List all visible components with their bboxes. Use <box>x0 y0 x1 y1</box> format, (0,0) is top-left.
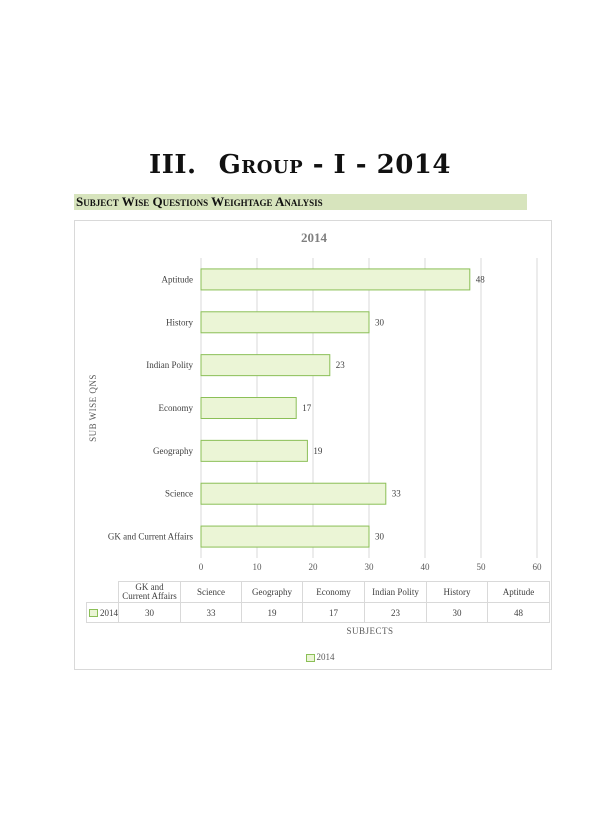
y-axis-title: SUB WISE QNS <box>88 374 98 442</box>
bar <box>201 440 307 461</box>
data-table-value: 30 <box>427 603 488 623</box>
data-table-category-header: Economy <box>303 582 365 603</box>
x-tick-label: 30 <box>364 562 374 572</box>
data-table-value: 30 <box>119 603 181 623</box>
category-label: Science <box>165 488 193 499</box>
data-table-header-row <box>87 582 550 603</box>
legend-swatch-icon <box>306 654 315 662</box>
data-label: 33 <box>391 488 401 499</box>
data-table-category-header: History <box>427 582 488 603</box>
category-label: Aptitude <box>161 274 193 285</box>
chart-title: 2014 <box>301 230 327 245</box>
data-table <box>86 581 550 623</box>
data-label: 17 <box>302 403 312 413</box>
heading-number: III. <box>149 150 197 180</box>
data-table-series-row <box>87 603 550 623</box>
bar <box>201 483 386 504</box>
bar <box>201 355 330 376</box>
data-table-series-name: 2014 <box>100 607 118 618</box>
subheading-text: Subject Wise Questions Weightage Analysis <box>76 194 323 209</box>
x-tick-label: 0 <box>198 562 204 572</box>
legend-label: 2014 <box>316 652 335 662</box>
bar <box>201 269 470 290</box>
data-label: 30 <box>375 317 384 328</box>
series-swatch-icon <box>89 609 98 617</box>
legend <box>0 652 600 662</box>
x-tick-label: 50 <box>476 562 486 572</box>
data-table-series-label <box>87 603 119 623</box>
x-axis-title: SUBJECTS <box>346 626 394 636</box>
bar <box>201 312 369 333</box>
data-label: 19 <box>313 445 323 456</box>
data-table-corner <box>87 582 119 603</box>
bars <box>201 269 470 547</box>
category-label: History <box>166 317 193 328</box>
data-table-category-header: Science <box>181 582 242 603</box>
x-tick-label: 20 <box>308 562 318 572</box>
x-tick-label: 60 <box>532 562 542 572</box>
data-table-category-header: Indian Polity <box>365 582 427 603</box>
x-tick-label: 10 <box>252 562 262 572</box>
bar <box>201 526 369 547</box>
data-table-value: 17 <box>303 603 365 623</box>
category-label: Economy <box>158 403 193 413</box>
category-label: Geography <box>153 445 193 456</box>
data-table-value: 19 <box>242 603 303 623</box>
heading-text: Group - I - 2014 <box>218 150 451 180</box>
data-table-category-header: Geography <box>242 582 303 603</box>
data-label: 48 <box>475 274 485 285</box>
data-table-category-header: Aptitude <box>488 582 550 603</box>
bar <box>201 398 296 419</box>
category-label: Indian Polity <box>146 360 193 371</box>
data-table-value: 33 <box>181 603 242 623</box>
x-tick-label: 40 <box>420 562 430 572</box>
data-label: 30 <box>375 531 384 542</box>
data-table-category-header: GK and Current Affairs <box>119 582 181 603</box>
data-table-value: 48 <box>488 603 550 623</box>
data-label: 23 <box>335 360 345 371</box>
data-table-value: 23 <box>365 603 427 623</box>
category-label: GK and Current Affairs <box>107 531 193 542</box>
